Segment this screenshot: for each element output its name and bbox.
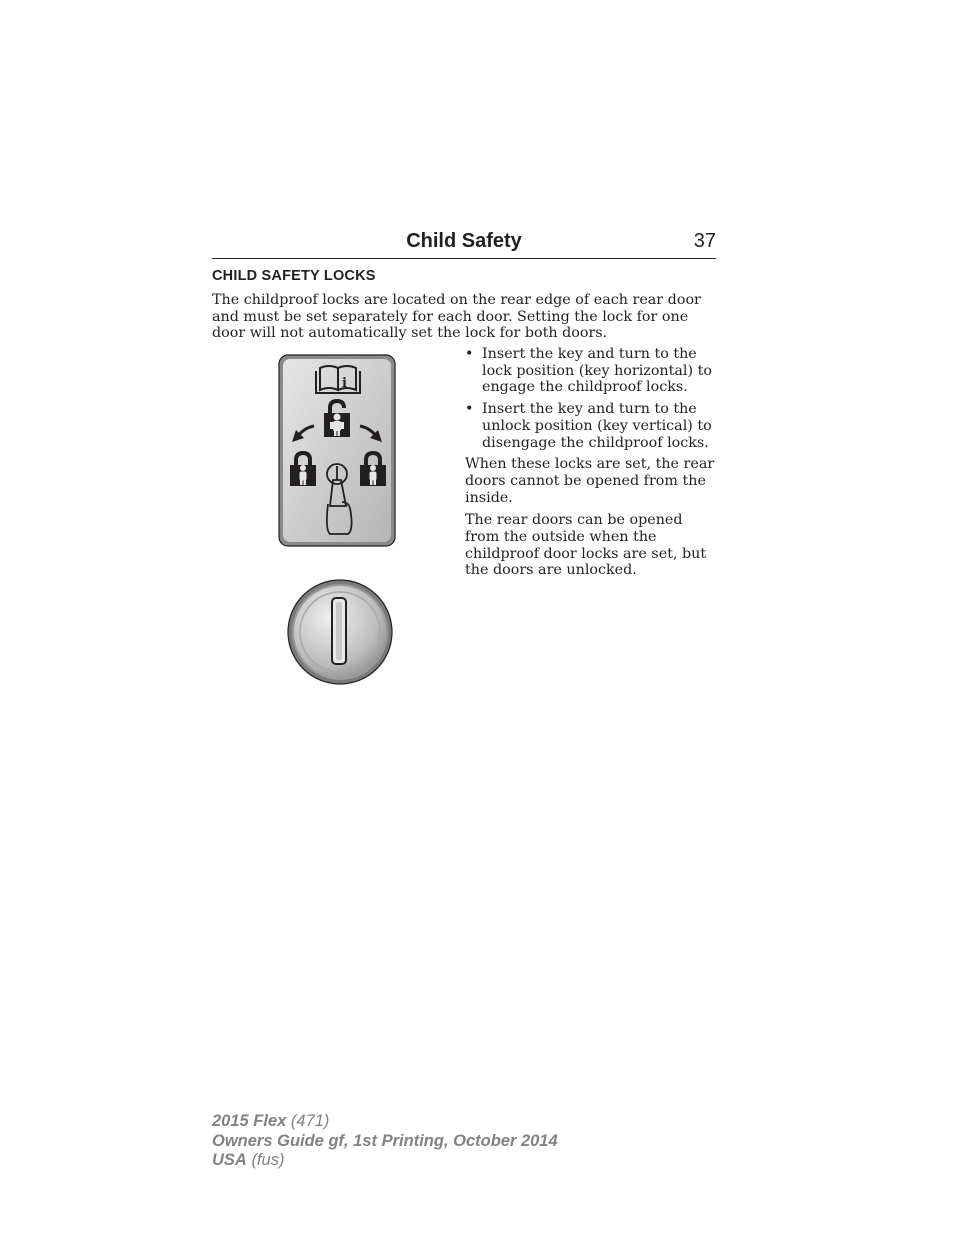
page-footer xyxy=(212,1112,558,1171)
footer-market: USA xyxy=(212,1151,247,1169)
footer-guide: Owners Guide gf, 1st Printing, October 2014 xyxy=(212,1131,558,1150)
list-item-text: Insert the key and turn to the unlock position (key vertical) to disengage the childproof locks. xyxy=(482,401,712,451)
section-title: Child Safety xyxy=(406,230,522,252)
footer-line-model xyxy=(212,1112,558,1132)
footer-line-market xyxy=(212,1151,558,1171)
list-item-text: Insert the key and turn to the lock position (key horizontal) to engage the childproof locks. xyxy=(482,346,712,396)
body-paragraph: The rear doors can be opened from the outside when the childproof door locks are set, but the doors are unlocked. xyxy=(465,512,707,579)
body-paragraph: When these locks are set, the rear doors cannot be opened from the inside. xyxy=(465,456,715,506)
door-lock-knob-illustration xyxy=(286,578,394,686)
page-header xyxy=(212,228,716,259)
footer-model: 2015 Flex xyxy=(212,1112,287,1130)
page-number: 37 xyxy=(693,230,716,252)
intro-paragraph: The childproof locks are located on the rear edge of each rear door and must be set separately for each door. Setting the lock for one door will not automatically set the lock for both doors. xyxy=(212,292,701,342)
footer-market-code: (fus) xyxy=(251,1151,285,1169)
info-glyph: i xyxy=(342,376,347,391)
child-lock-label-illustration xyxy=(278,354,396,547)
list-item xyxy=(465,401,717,451)
section-heading: CHILD SAFETY LOCKS xyxy=(212,268,376,284)
bullet-icon: • xyxy=(465,346,474,362)
instruction-list xyxy=(465,346,717,451)
footer-line-guide xyxy=(212,1132,558,1152)
instructions-column xyxy=(465,346,717,579)
bullet-icon: • xyxy=(465,401,474,418)
list-item xyxy=(465,346,717,396)
footer-model-code: (471) xyxy=(290,1112,330,1130)
